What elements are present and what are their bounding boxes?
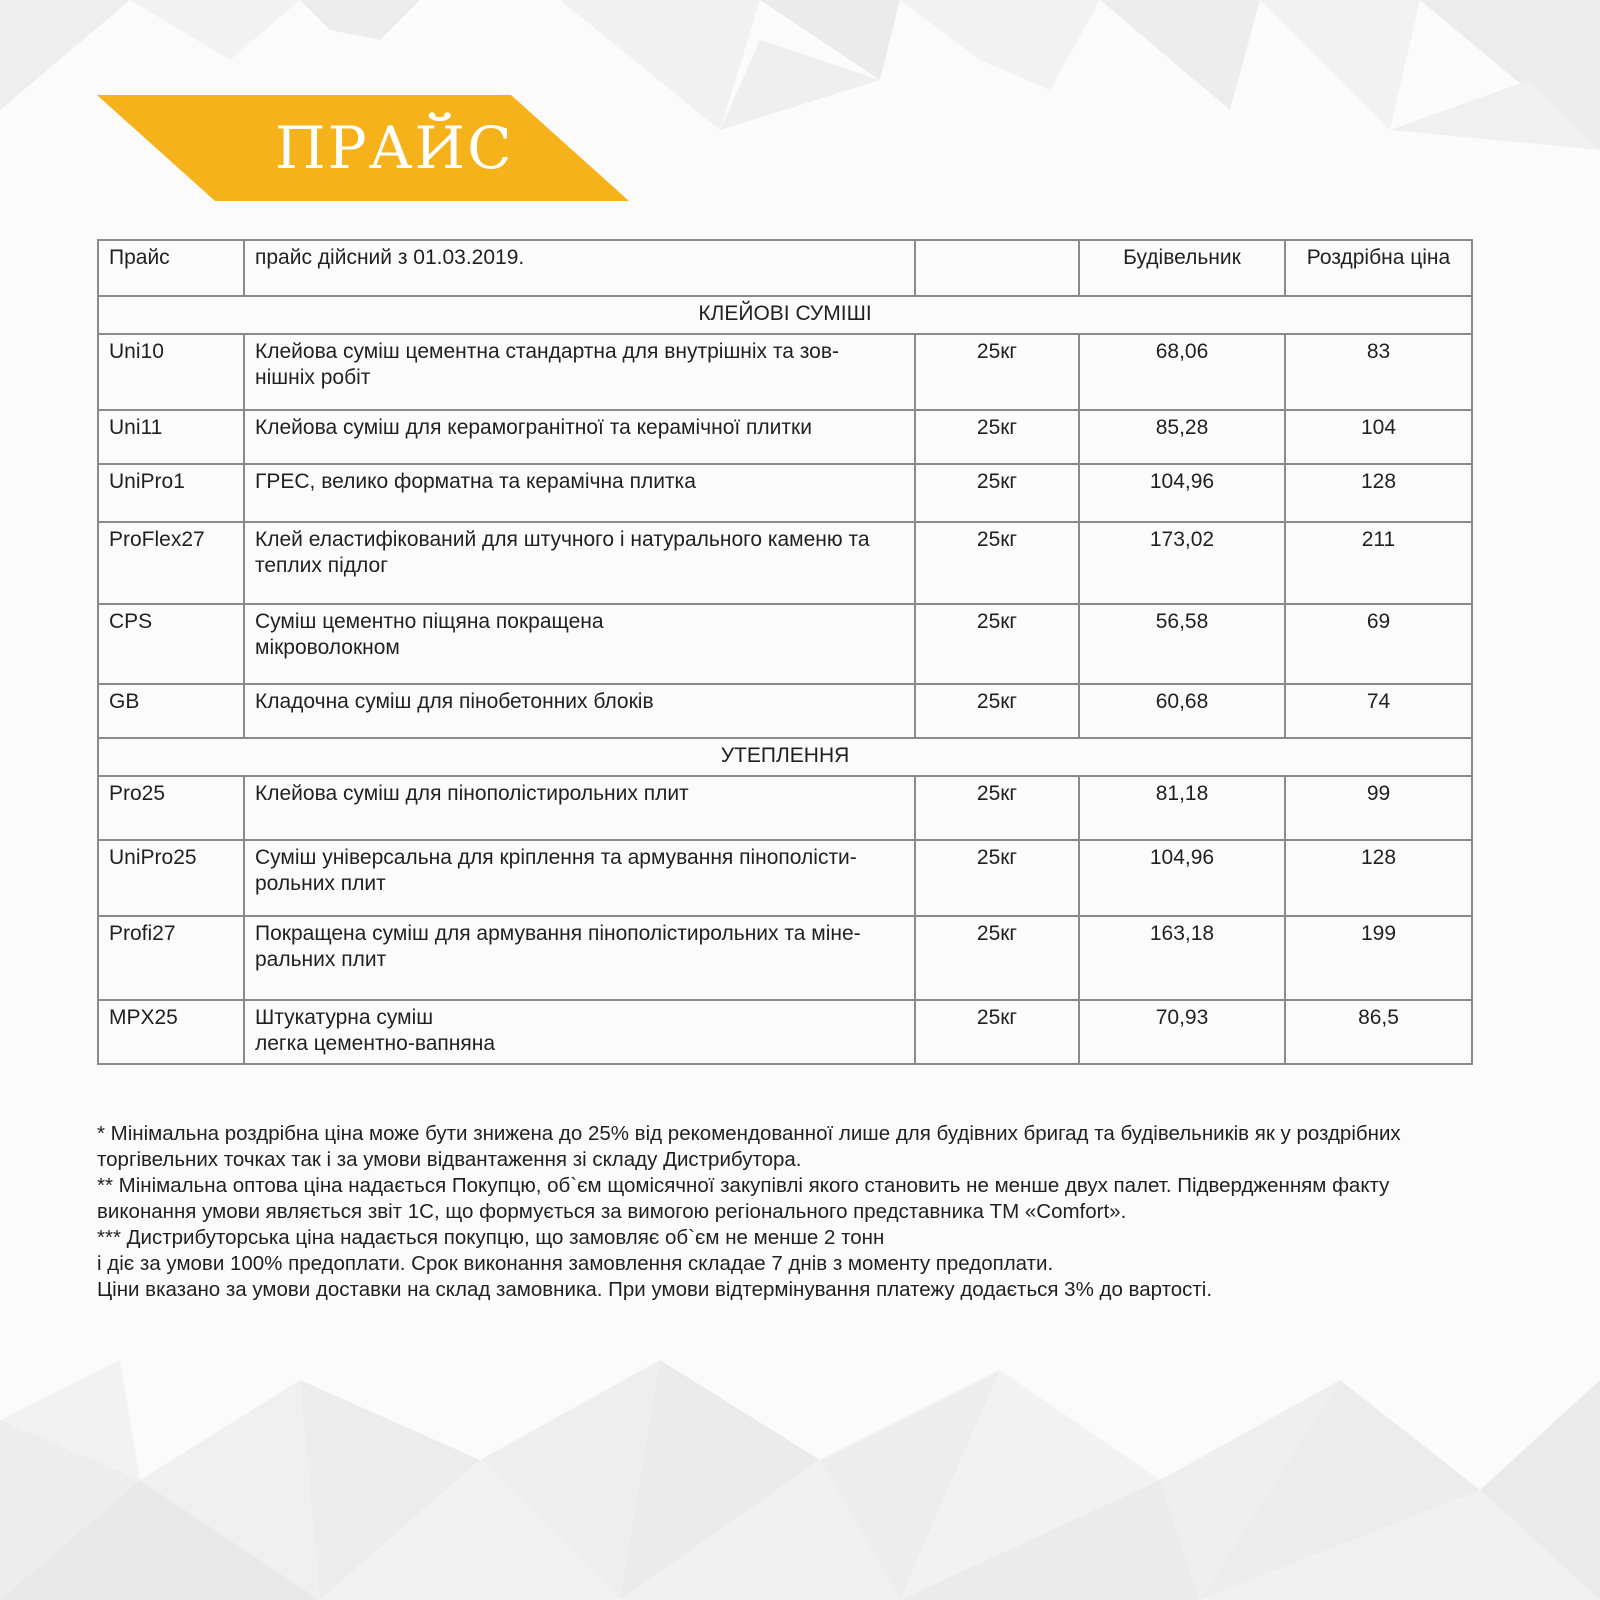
retail-price: 128 (1285, 840, 1472, 916)
product-description (244, 464, 915, 522)
product-code: UniPro25 (98, 840, 244, 916)
product-weight: 25кг (915, 1000, 1079, 1064)
footnote-line: і діє за умови 100% предоплати. Срок виконання замовлення складае 7 днів з моменту предоплати. (97, 1252, 1054, 1275)
builder-price: 81,18 (1079, 776, 1285, 840)
table-row (98, 522, 1472, 604)
retail-price: 211 (1285, 522, 1472, 604)
footnote-line: *** Дистрибуторська ціна надається покупцю, що замовляє об`єм не менше 2 тонн (97, 1226, 885, 1249)
table-row (98, 464, 1472, 522)
retail-price: 99 (1285, 776, 1472, 840)
product-weight: 25кг (915, 916, 1079, 1000)
table-row (98, 916, 1472, 1000)
section-row (98, 738, 1472, 776)
product-weight: 25кг (915, 334, 1079, 410)
footnote-line: ** Мінімальна оптова ціна надається Покупцю, об`єм щомісячної закупівлі якого становить не менше двух палет. Підвердженням факту (97, 1174, 1390, 1197)
description-line: теплих підлог (255, 554, 388, 577)
product-weight: 25кг (915, 464, 1079, 522)
footnote-line: * Мінімальна роздрібна ціна може бути знижена до 25% від рекомендованної лише для будівних бригад та будівельників як у роздрібних (97, 1122, 1401, 1145)
description-line: Штукатурна суміш (255, 1006, 434, 1029)
header-cell: прайс дійсний з 01.03.2019. (244, 240, 915, 296)
product-code: CPS (98, 604, 244, 684)
product-description (244, 684, 915, 738)
product-code: Pro25 (98, 776, 244, 840)
description-line: нішніх робіт (255, 366, 371, 389)
footnote-line: Ціни вказано за умови доставки на склад замовника. При умови відтермінування платежу додається 3% до вартості. (97, 1278, 1213, 1301)
product-description (244, 776, 915, 840)
product-code: GB (98, 684, 244, 738)
header-cell: Роздрібна ціна (1285, 240, 1472, 296)
product-description (244, 522, 915, 604)
description-line: Клейова суміш для керамогранітної та керамічної плитки (255, 416, 812, 439)
header-cell (915, 240, 1079, 296)
description-line: Клейова суміш для пінополістирольних плит (255, 782, 689, 805)
description-line: ГРЕС, велико форматна та керамічна плитка (255, 470, 696, 493)
product-description (244, 334, 915, 410)
product-weight: 25кг (915, 604, 1079, 684)
product-code: ProFlex27 (98, 522, 244, 604)
section-title: УТЕПЛЕННЯ (98, 738, 1472, 776)
retail-price: 83 (1285, 334, 1472, 410)
description-line: легка цементно-вапняна (255, 1032, 496, 1055)
product-weight: 25кг (915, 410, 1079, 464)
description-line: Клейова суміш цементна стандартна для внутрішніх та зов- (255, 340, 840, 363)
description-line: рольних плит (255, 872, 386, 895)
description-line: Суміш цементно піщяна покращена (255, 610, 604, 633)
table-row (98, 776, 1472, 840)
builder-price: 104,96 (1079, 840, 1285, 916)
product-description (244, 916, 915, 1000)
product-code: Uni11 (98, 410, 244, 464)
product-weight: 25кг (915, 684, 1079, 738)
title-banner (97, 95, 629, 201)
builder-price: 163,18 (1079, 916, 1285, 1000)
table-row (98, 684, 1472, 738)
price-table (97, 239, 1473, 1065)
header-cell: Прайс (98, 240, 244, 296)
retail-price: 104 (1285, 410, 1472, 464)
product-code: UniPro1 (98, 464, 244, 522)
builder-price: 104,96 (1079, 464, 1285, 522)
table-header-row (98, 240, 1472, 296)
product-weight: 25кг (915, 840, 1079, 916)
description-line: Кладочна суміш для пінобетонних блоків (255, 690, 654, 713)
description-line: Клей еластифікований для штучного і натурального каменю та (255, 528, 870, 551)
product-code: Profi27 (98, 916, 244, 1000)
footnote-line: торгівельних точках так і за умови відвантаження зі складу Дистрибутора. (97, 1148, 802, 1171)
table-row (98, 840, 1472, 916)
product-code: MPX25 (98, 1000, 244, 1064)
section-row (98, 296, 1472, 334)
footnotes (97, 1121, 1517, 1303)
description-line: Суміш універсальна для кріплення та армування пінополісти- (255, 846, 857, 869)
builder-price: 68,06 (1079, 334, 1285, 410)
table-row (98, 410, 1472, 464)
section-title: КЛЕЙОВІ СУМІШІ (98, 296, 1472, 334)
builder-price: 56,58 (1079, 604, 1285, 684)
product-description (244, 840, 915, 916)
builder-price: 173,02 (1079, 522, 1285, 604)
retail-price: 74 (1285, 684, 1472, 738)
product-description (244, 410, 915, 464)
table-row (98, 1000, 1472, 1064)
builder-price: 85,28 (1079, 410, 1285, 464)
header-cell: Будівельник (1079, 240, 1285, 296)
product-weight: 25кг (915, 522, 1079, 604)
retail-price: 69 (1285, 604, 1472, 684)
retail-price: 86,5 (1285, 1000, 1472, 1064)
builder-price: 70,93 (1079, 1000, 1285, 1064)
description-line: ральних плит (255, 948, 387, 971)
table-row (98, 604, 1472, 684)
retail-price: 128 (1285, 464, 1472, 522)
table-row (98, 334, 1472, 410)
builder-price: 60,68 (1079, 684, 1285, 738)
product-description (244, 1000, 915, 1064)
footnote-line: виконання умови являється звіт 1С, що формується за вимогою регіонального представника ТМ «Comfort». (97, 1200, 1127, 1223)
retail-price: 199 (1285, 916, 1472, 1000)
description-line: мікроволокном (255, 636, 400, 659)
description-line: Покращена суміш для армування пінополістирольних та міне- (255, 922, 861, 945)
page-title: ПРАЙС (275, 114, 514, 182)
product-weight: 25кг (915, 776, 1079, 840)
product-code: Uni10 (98, 334, 244, 410)
product-description (244, 604, 915, 684)
